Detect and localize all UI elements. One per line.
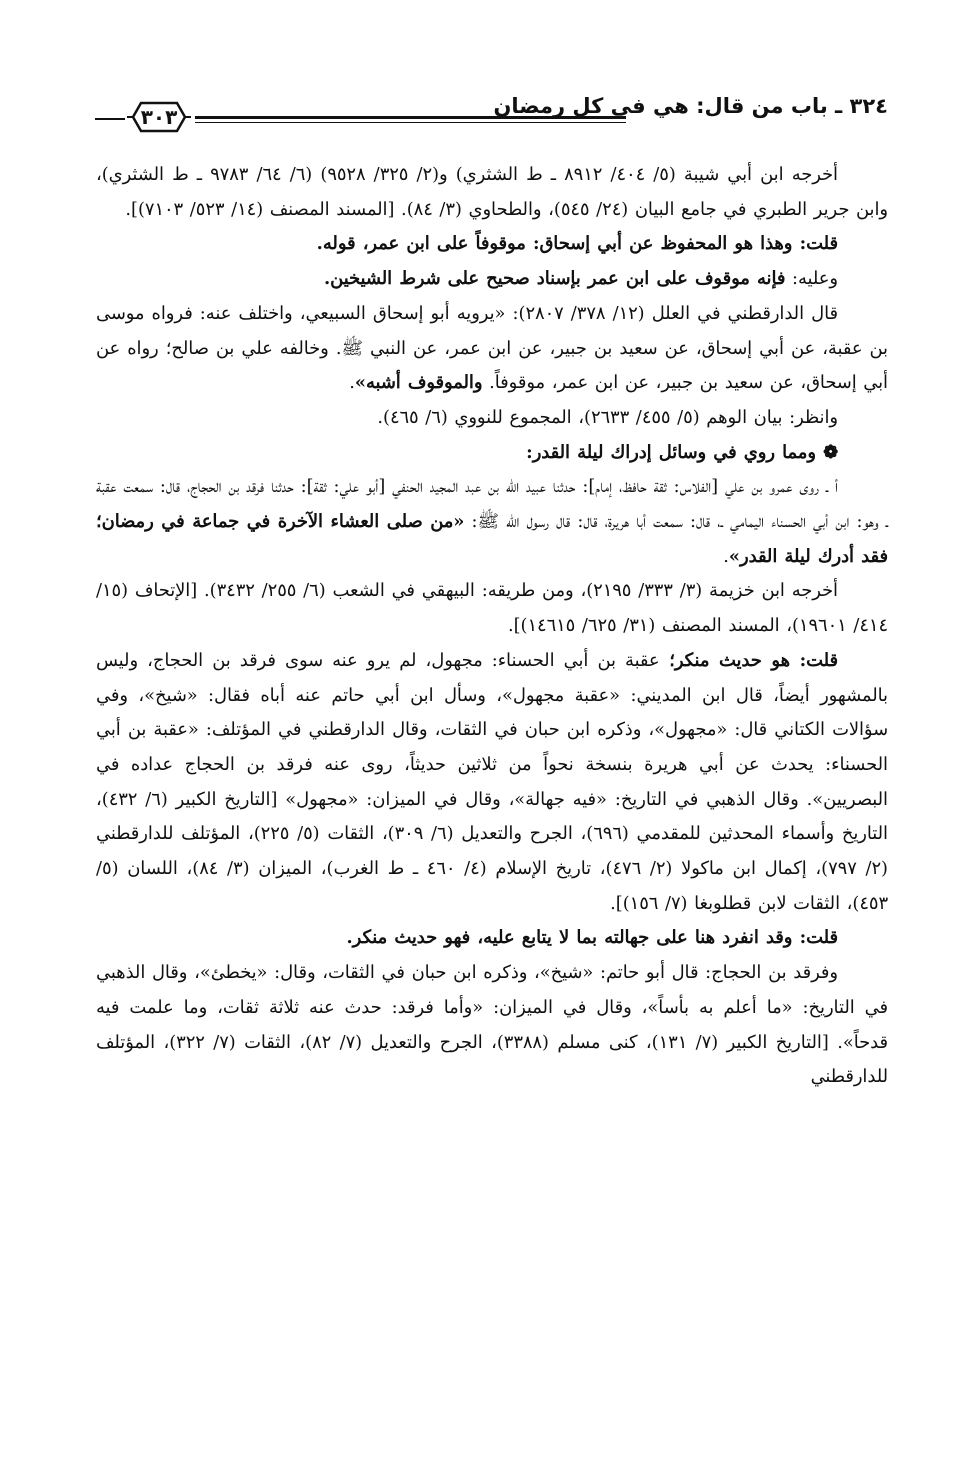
paragraph <box>96 158 888 227</box>
text-segment: أخرجه ابن خزيمة (٣/ ٣٣٣/ ٢١٩٥)، ومن طريقه: البيهقي في الشعب (٦/ ٢٥٥/ ٣٤٣٢). [الإتحاف (١٥/ ٤١٤/ ١٩٦٠١)، المسند المصنف (٣١/ ٦٢٥/ ١٤٦١٥)]. <box>96 580 888 637</box>
paragraph <box>96 297 888 401</box>
text-segment: وفرقد بن الحجاج: قال أبو حاتم: «شيخ»، وذكره ابن حبان في الثقات، وقال: «يخطئ»، وقال الذهبي في التاريخ: «ما أعلم به بأساً»، وقال في الميزان: «وأما فرقد: حدث عنه ثلاثة ثقات، وما علمت فيه قدحاً». [التاريخ الكبير (٧/ ١٣١)، كنى مسلم (٣٣٨٨)، الجرح والتعديل (٧/ ٨٢)، الثقات (٧/ ٣٢٢)، المؤتلف للدارقطني <box>96 962 888 1088</box>
header-rule <box>195 116 626 123</box>
bold-text: ❁ ومما روي في وسائل إدراك ليلة القدر: <box>526 441 838 463</box>
text-segment: أ ـ روى عمرو بن علي [الفلاس: ثقة حافظ، إمام]: حدثنا عبيد الله بن عبد المجيد الحنفي [أبو علي: ثقة]: حدثنا فرقد بن الحجاج، قال: سمعت عقبة ـ وهو: ابن أبي الحسناء اليمامي ـ، قال: سمعت أبا هريرة، قال: قال رسول الله ﷺ: <box>96 476 888 533</box>
paragraph <box>96 470 888 574</box>
paragraph <box>96 644 888 922</box>
page-body <box>96 158 888 1430</box>
text-segment: قال الدارقطني في العلل (١٢/ ٣٧٨/ ٢٨٠٧): «يرويه أبو إسحاق السبيعي، واختلف عنه: فرواه موسى بن عقبة، عن أبي إسحاق، عن سعيد بن جبير، عن ابن عمر، عن النبي ﷺ. وخالفه علي بن صالح؛ رواه عن أبي إسحاق، عن سعيد بن جبير، عن ابن عمر، موقوفاً. <box>96 302 888 394</box>
text-segment: وانظر: بيان الوهم (٥/ ٤٥٥/ ٢٦٣٣)، المجموع للنووي (٦/ ٤٦٥). <box>377 406 838 428</box>
text-segment: وعليه: <box>785 268 838 290</box>
bold-text: «من صلى العشاء الآخرة في جماعة في رمضان؛ فقد أدرك ليلة القدر» <box>96 511 888 567</box>
paragraph <box>96 574 888 643</box>
bold-text: قلت: وقد انفرد هنا على جهالته بما لا يتابع عليه، فهو حديث منكر. <box>346 927 838 949</box>
text-segment: عقبة بن أبي الحسناء: مجهول، لم يرو عنه سوى فرقد بن الحجاج، وليس بالمشهور أيضاً، قال ابن المديني: «عقبة مجهول»، وسأل ابن أبي حاتم عنه أباه فقال: «شيخ»، وفي سؤالات الكتاني قال: «مجهول»، وذكره ابن حبان في الثقات، وقال الدارقطني في المؤتلف: «عقبة بن أبي الحسناء: يحدث عن أبي هريرة بنسخة نحواً من ثلاثين حديثاً، روى عنه فرقد بن الحجاج عداده في البصريين». وقال الذهبي في التاريخ: «فيه جهالة»، وقال في الميزان: «مجهول» [التاريخ الكبير (٦/ ٤٣٢)، التاريخ وأسماء المحدثين للمقدمي (٦٩٦)، الجرح والتعديل (٦/ ٣٠٩)، الثقات (٥/ ٢٢٥)، المؤتلف للدارقطني (٢/ ٧٩٧)، إكمال ابن ماكولا (٢/ ٤٧٦)، تاريخ الإسلام (٤/ ٤٦٠ ـ ط الغرب)، الميزان (٣/ ٨٤)، اللسان (٥/ ٤٥٣)، الثقات لابن قطلوبغا (٧/ ١٥٦)]. <box>96 649 888 914</box>
paragraph <box>96 436 888 471</box>
page-header <box>95 88 888 146</box>
bold-text: فإنه موقوف على ابن عمر بإسناد صحيح على شرط الشيخين. <box>323 268 786 290</box>
paragraph <box>96 401 888 436</box>
page-number: ٣٠٣ <box>140 105 178 129</box>
bold-text: قلت: وهذا هو المحفوظ عن أبي إسحاق: موقوفاً على ابن عمر، قوله. <box>316 233 838 255</box>
chapter-title: ٣٢٤ ـ باب من قال: هي في كل رمضان <box>493 94 888 118</box>
bold-text: والموقوف أشبه» <box>354 372 483 394</box>
text-segment: أخرجه ابن أبي شيبة (٥/ ٤٠٤/ ٨٩١٢ ـ ط الشثري) و(٢/ ٣٢٥/ ٩٥٢٨) (٦/ ٦٤/ ٩٧٨٣ ـ ط الشثري)، وابن جرير الطبري في جامع البيان (٢٤/ ٥٤٥)، والطحاوي (٣/ ٨٤). [المسند المصنف (١٤/ ٥٢٣/ ٧١٠٣)]. <box>96 164 888 220</box>
text-segment: . <box>723 545 729 567</box>
paragraph <box>96 956 888 1095</box>
header-rule-end <box>95 118 125 120</box>
bold-text: قلت: هو حديث منكر؛ <box>659 649 838 671</box>
paragraph <box>96 262 888 297</box>
paragraph <box>96 227 888 262</box>
page-number-badge <box>125 98 193 136</box>
text-segment: . <box>349 372 355 394</box>
paragraph <box>96 921 888 956</box>
